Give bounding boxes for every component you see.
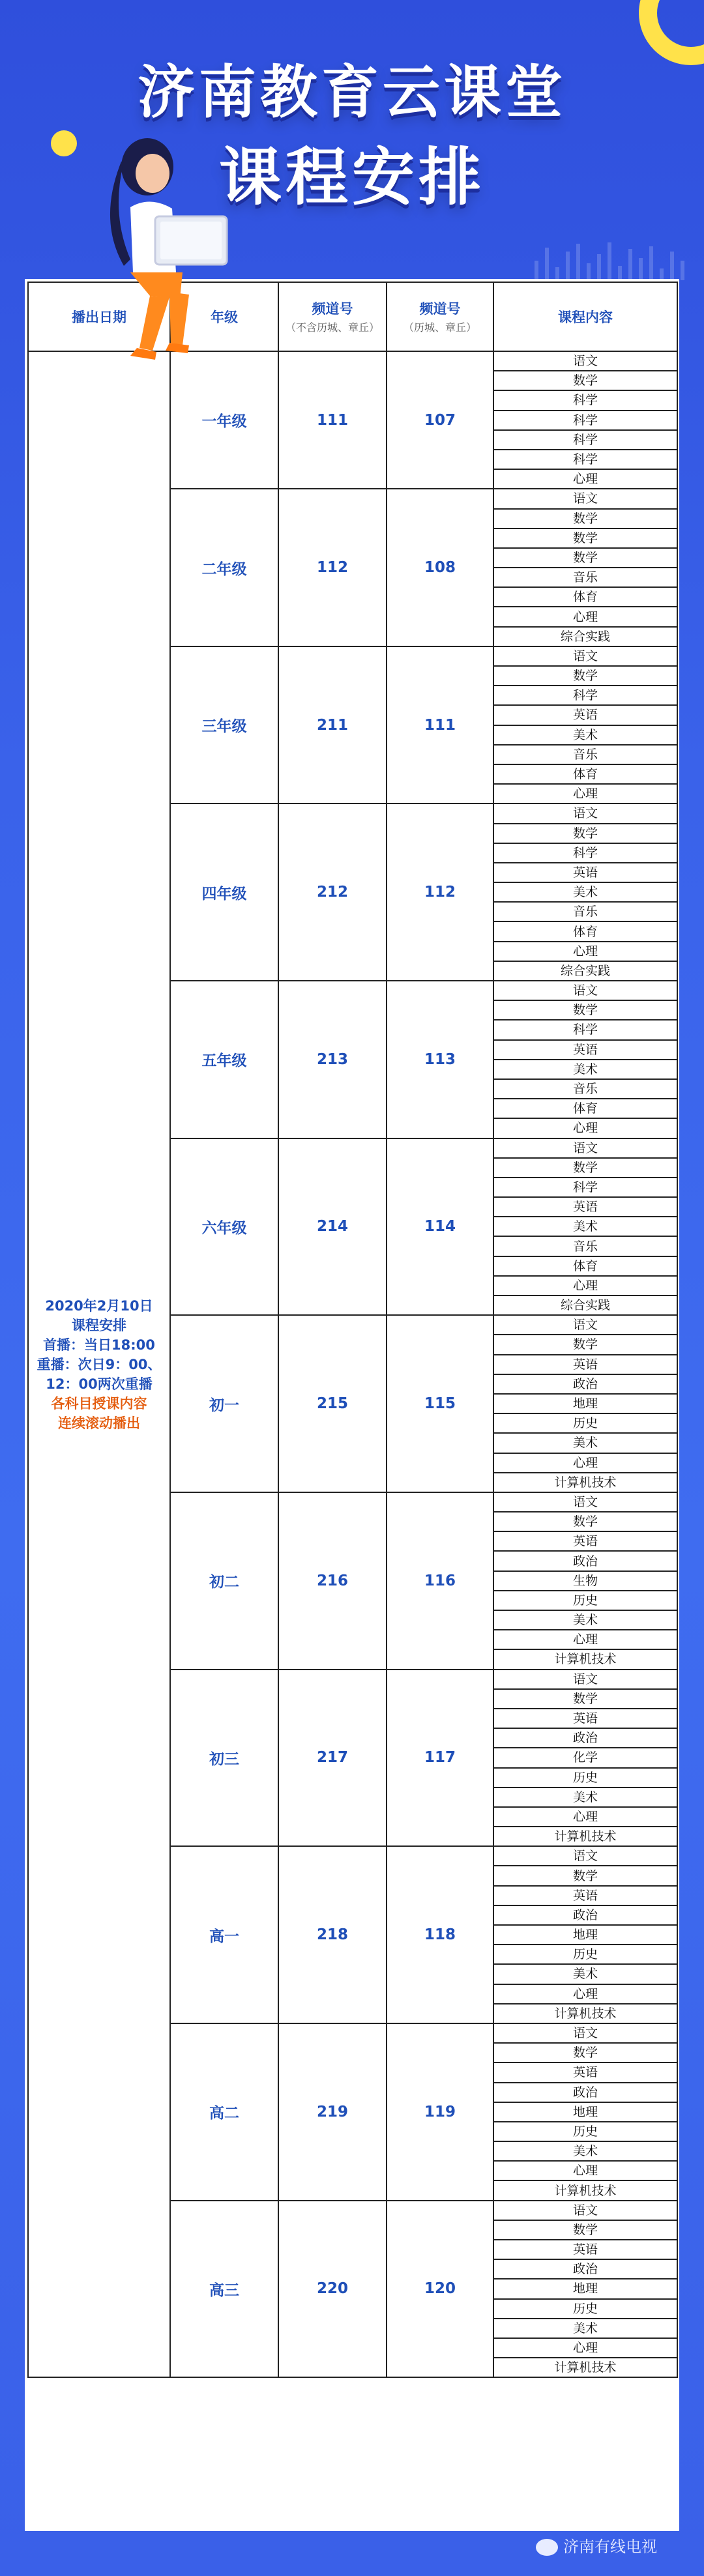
grade-cell: 一年级 — [170, 351, 278, 489]
subject-cell: 音乐 — [493, 745, 677, 764]
subject-cell: 语文 — [493, 981, 677, 1000]
subject-cell: 政治 — [493, 1551, 677, 1570]
subject-cell: 数学 — [493, 509, 677, 528]
channel-1-cell: 111 — [278, 351, 387, 489]
channel-2-cell: 113 — [387, 981, 493, 1138]
channel-1-cell: 214 — [278, 1138, 387, 1316]
channel-1-cell: 220 — [278, 2201, 387, 2378]
channel-2-cell: 119 — [387, 2023, 493, 2201]
subject-cell: 音乐 — [493, 568, 677, 587]
header-channel-2 — [387, 282, 493, 351]
grade-cell: 初二 — [170, 1492, 278, 1670]
subject-cell: 英语 — [493, 1040, 677, 1060]
subject-cell: 英语 — [493, 2062, 677, 2082]
subject-cell: 历史 — [493, 1591, 677, 1610]
channel-2-cell: 112 — [387, 803, 493, 981]
subject-cell: 地理 — [493, 2279, 677, 2298]
decorative-bars — [535, 241, 691, 280]
subject-cell: 美术 — [493, 1433, 677, 1453]
subject-cell: 政治 — [493, 1905, 677, 1925]
header-grade: 年级 — [170, 282, 278, 351]
channel-2-cell: 120 — [387, 2201, 493, 2378]
date-line4: 重播：次日9：00、 — [37, 1356, 162, 1372]
subject-cell: 语文 — [493, 2201, 677, 2220]
subject-cell: 语文 — [493, 1138, 677, 1158]
subject-cell: 科学 — [493, 390, 677, 410]
subject-cell: 体育 — [493, 1256, 677, 1276]
date-line6: 各科目授课内容 — [51, 1395, 147, 1411]
subject-cell: 美术 — [493, 1217, 677, 1236]
channel-2-cell: 108 — [387, 489, 493, 646]
subject-cell: 综合实践 — [493, 1295, 677, 1315]
grade-cell: 初三 — [170, 1670, 278, 1847]
channel-2-cell: 107 — [387, 351, 493, 489]
subject-cell: 数学 — [493, 2043, 677, 2062]
channel-2-cell: 115 — [387, 1315, 493, 1492]
subject-cell: 心理 — [493, 607, 677, 626]
wechat-icon — [536, 2539, 558, 2556]
subject-cell: 美术 — [493, 1610, 677, 1630]
channel-2-cell: 114 — [387, 1138, 493, 1316]
channel-2-cell: 118 — [387, 1846, 493, 2023]
subject-cell: 历史 — [493, 1768, 677, 1787]
subject-cell: 科学 — [493, 430, 677, 450]
subject-cell: 心理 — [493, 1118, 677, 1138]
subject-cell: 心理 — [493, 1984, 677, 2004]
grade-cell: 四年级 — [170, 803, 278, 981]
subject-cell: 心理 — [493, 1276, 677, 1295]
subject-cell: 语文 — [493, 489, 677, 508]
subject-cell: 语文 — [493, 1846, 677, 1866]
subject-cell: 美术 — [493, 2141, 677, 2161]
schedule-table-container — [25, 279, 679, 2531]
watermark — [536, 2534, 657, 2560]
subject-cell: 美术 — [493, 2319, 677, 2338]
header-date: 播出日期 — [28, 282, 170, 351]
subject-cell: 音乐 — [493, 1236, 677, 1256]
subject-cell: 历史 — [493, 2299, 677, 2319]
subject-cell: 英语 — [493, 1709, 677, 1728]
subject-cell: 体育 — [493, 587, 677, 607]
subject-cell: 数学 — [493, 1689, 677, 1709]
subject-cell: 科学 — [493, 450, 677, 469]
woman-with-laptop-illustration — [85, 136, 241, 370]
channel-1-cell: 112 — [278, 489, 387, 646]
subject-cell: 数学 — [493, 548, 677, 568]
subject-cell: 历史 — [493, 1945, 677, 1964]
subject-cell: 计算机技术 — [493, 2358, 677, 2377]
subject-cell: 英语 — [493, 2240, 677, 2259]
subject-cell: 数学 — [493, 1000, 677, 1020]
subject-cell: 音乐 — [493, 902, 677, 921]
subject-cell: 数学 — [493, 1158, 677, 1178]
subject-cell: 历史 — [493, 2122, 677, 2141]
subject-cell: 政治 — [493, 1728, 677, 1748]
subject-cell: 英语 — [493, 1886, 677, 1905]
header-channel-1-title: 频道号 — [312, 301, 353, 317]
subject-cell: 语文 — [493, 351, 677, 371]
header-channel-2-title: 频道号 — [419, 301, 461, 317]
subject-cell: 计算机技术 — [493, 2004, 677, 2023]
subject-cell: 英语 — [493, 863, 677, 882]
channel-2-cell: 116 — [387, 1492, 493, 1670]
subject-cell: 美术 — [493, 725, 677, 745]
grade-cell: 二年级 — [170, 489, 278, 646]
subject-cell: 英语 — [493, 1355, 677, 1374]
subject-cell: 计算机技术 — [493, 1649, 677, 1669]
subject-cell: 地理 — [493, 2102, 677, 2122]
subject-cell: 化学 — [493, 1748, 677, 1767]
grade-cell: 五年级 — [170, 981, 278, 1138]
subject-cell: 心理 — [493, 2161, 677, 2180]
channel-1-cell: 219 — [278, 2023, 387, 2201]
date-line1: 2020年2月10日 — [45, 1297, 153, 1314]
subject-cell: 综合实践 — [493, 961, 677, 981]
subject-cell: 地理 — [493, 1394, 677, 1413]
subject-cell: 数学 — [493, 1512, 677, 1531]
subject-cell: 政治 — [493, 2083, 677, 2102]
subject-cell: 科学 — [493, 843, 677, 863]
subject-cell: 美术 — [493, 882, 677, 902]
channel-1-cell: 212 — [278, 803, 387, 981]
subject-cell: 体育 — [493, 921, 677, 941]
date-line2: 课程安排 — [72, 1317, 126, 1333]
subject-cell: 语文 — [493, 1492, 677, 1512]
table-body — [28, 351, 677, 2377]
channel-1-cell: 213 — [278, 981, 387, 1138]
grade-cell: 高三 — [170, 2201, 278, 2378]
subject-cell: 心理 — [493, 1630, 677, 1649]
subject-cell: 数学 — [493, 528, 677, 548]
subject-cell: 数学 — [493, 2220, 677, 2240]
subject-cell: 历史 — [493, 1413, 677, 1433]
subject-cell: 英语 — [493, 1531, 677, 1551]
subject-cell: 计算机技术 — [493, 1473, 677, 1492]
subject-cell: 体育 — [493, 764, 677, 784]
subject-cell: 生物 — [493, 1571, 677, 1591]
subject-cell: 英语 — [493, 705, 677, 725]
subject-cell: 综合实践 — [493, 627, 677, 646]
header-channel-1 — [278, 282, 387, 351]
subject-cell: 数学 — [493, 1866, 677, 1885]
page-title: 济南教育云课堂 — [137, 59, 566, 126]
channel-1-cell: 211 — [278, 646, 387, 804]
subject-cell: 心理 — [493, 1453, 677, 1473]
subject-cell: 音乐 — [493, 1079, 677, 1099]
channel-1-cell: 216 — [278, 1492, 387, 1670]
channel-1-cell: 218 — [278, 1846, 387, 2023]
watermark-text: 济南有线电视 — [563, 2538, 657, 2556]
subject-cell: 美术 — [493, 1964, 677, 1984]
subject-cell: 美术 — [493, 1060, 677, 1079]
subject-cell: 心理 — [493, 2338, 677, 2358]
subject-cell: 语文 — [493, 1670, 677, 1689]
subject-cell: 心理 — [493, 942, 677, 961]
grade-cell: 六年级 — [170, 1138, 278, 1316]
subject-cell: 科学 — [493, 411, 677, 430]
subject-cell: 英语 — [493, 1197, 677, 1217]
subject-cell: 地理 — [493, 1925, 677, 1945]
subject-cell: 数学 — [493, 824, 677, 843]
subject-cell: 心理 — [493, 1807, 677, 1827]
subject-cell: 数学 — [493, 371, 677, 390]
header-channel-2-sub: （历城、章丘） — [403, 321, 477, 334]
grade-cell: 高二 — [170, 2023, 278, 2201]
subject-cell: 科学 — [493, 686, 677, 705]
subject-cell: 政治 — [493, 1374, 677, 1394]
subject-cell: 美术 — [493, 1787, 677, 1807]
header-content: 课程内容 — [493, 282, 677, 351]
subject-cell: 科学 — [493, 1178, 677, 1197]
channel-1-cell: 215 — [278, 1315, 387, 1492]
subject-cell: 语文 — [493, 2023, 677, 2043]
grade-cell: 高一 — [170, 1846, 278, 2023]
grade-cell: 三年级 — [170, 646, 278, 804]
broadcast-date-cell — [28, 351, 170, 2377]
subject-cell: 科学 — [493, 1020, 677, 1039]
subject-cell: 数学 — [493, 1335, 677, 1354]
date-line7: 连续滚动播出 — [58, 1415, 140, 1431]
subject-cell: 语文 — [493, 646, 677, 666]
page-subtitle: 课程安排 — [219, 141, 485, 214]
date-line5: 12：00两次重播 — [46, 1376, 153, 1392]
subject-cell: 计算机技术 — [493, 1827, 677, 1846]
subject-cell: 语文 — [493, 1315, 677, 1335]
subject-cell: 心理 — [493, 469, 677, 489]
header-channel-1-sub: （不含历城、章丘） — [285, 321, 379, 334]
channel-1-cell: 217 — [278, 1670, 387, 1847]
subject-cell: 语文 — [493, 803, 677, 823]
subject-cell: 数学 — [493, 666, 677, 686]
subject-cell: 政治 — [493, 2259, 677, 2279]
subject-cell: 计算机技术 — [493, 2180, 677, 2200]
channel-2-cell: 117 — [387, 1670, 493, 1847]
grade-cell: 初一 — [170, 1315, 278, 1492]
subject-cell: 体育 — [493, 1099, 677, 1118]
subject-cell: 心理 — [493, 784, 677, 803]
schedule-table — [27, 282, 678, 2378]
channel-2-cell: 111 — [387, 646, 493, 804]
date-line3: 首播：当日18:00 — [43, 1337, 155, 1353]
